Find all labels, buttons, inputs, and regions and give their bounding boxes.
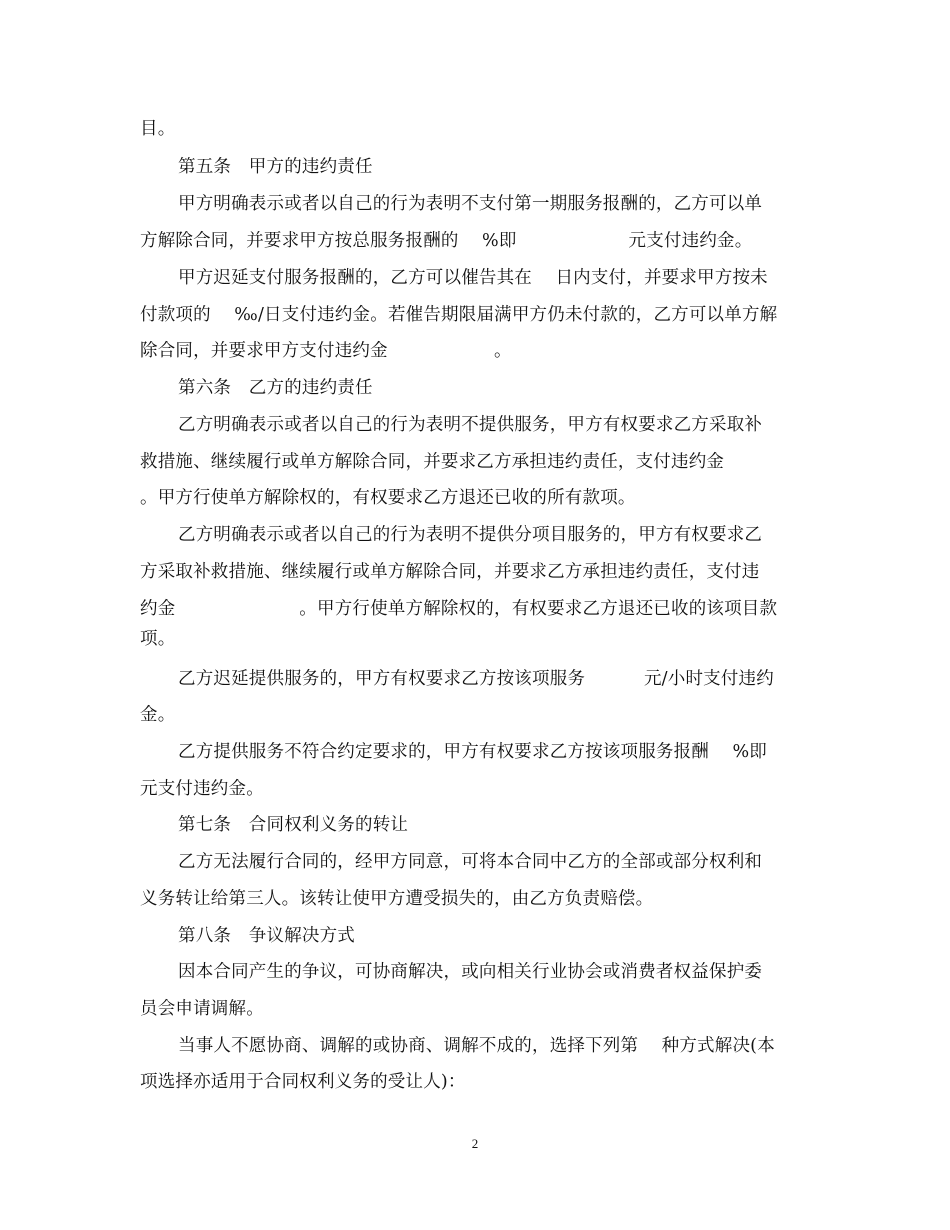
text-line: 方解除合同，并要求甲方按总服务报酬的 %即 元支付违约金。 (140, 231, 753, 251)
text-line: 项选择亦适用于合同权利义务的受让人)： (140, 1072, 466, 1092)
section-heading: 第五条 甲方的违约责任 (178, 157, 373, 177)
text-line: 甲方明确表示或者以自己的行为表明不支付第一期服务报酬的，乙方可以单 (178, 194, 763, 214)
text-line: 约金 。甲方行使单方解除权的，有权要求乙方退还已收的该项目款 (140, 599, 778, 619)
page-number: 2 (471, 1136, 479, 1151)
text-line: 方采取补救措施、继续履行或单方解除合同，并要求乙方承担违约责任，支付违 (140, 562, 760, 582)
section-heading: 第八条 争议解决方式 (178, 926, 355, 946)
text-line: 。甲方行使单方解除权的，有权要求乙方退还已收的所有款项。 (140, 488, 636, 508)
text-line: 救措施、继续履行或单方解除合同，并要求乙方承担违约责任，支付违约金 (140, 452, 725, 472)
text-line: 因本合同产生的争议，可协商解决，或向相关行业协会或消费者权益保护委 (178, 962, 763, 982)
text-line: 除合同，并要求甲方支付违约金 。 (140, 341, 512, 361)
text-line: 乙方明确表示或者以自己的行为表明不提供分项目服务的，甲方有权要求乙 (178, 525, 763, 545)
text-line: 项。 (140, 629, 176, 649)
section-heading: 第六条 乙方的违约责任 (178, 378, 373, 398)
text-line: 元支付违约金。 (140, 779, 264, 799)
text-line: 目。 (140, 119, 176, 139)
text-line: 乙方无法履行合同的，经甲方同意，可将本合同中乙方的全部或部分权利和 (178, 852, 763, 872)
text-line: 付款项的 ‰/日支付违约金。若催告期限届满甲方仍未付款的，乙方可以单方解 (140, 305, 778, 325)
text-line: 义务转让给第三人。该转让使甲方遭受损失的，由乙方负责赔偿。 (140, 889, 654, 909)
text-line: 甲方迟延支付服务报酬的，乙方可以催告其在 日内支付，并要求甲方按未 (178, 268, 768, 288)
section-heading: 第七条 合同权利义务的转让 (178, 815, 409, 835)
text-line: 乙方提供服务不符合约定要求的，甲方有权要求乙方按该项服务报酬 %即 (178, 742, 767, 762)
text-line: 乙方明确表示或者以自己的行为表明不提供服务，甲方有权要求乙方采取补 (178, 415, 763, 435)
text-line: 乙方迟延提供服务的，甲方有权要求乙方按该项服务 元/小时支付违约 (178, 669, 774, 689)
text-line: 金。 (140, 705, 176, 725)
text-line: 员会申请调解。 (140, 999, 264, 1019)
text-line: 当事人不愿协商、调解的或协商、调解不成的，选择下列第 种方式解决(本 (178, 1036, 775, 1056)
